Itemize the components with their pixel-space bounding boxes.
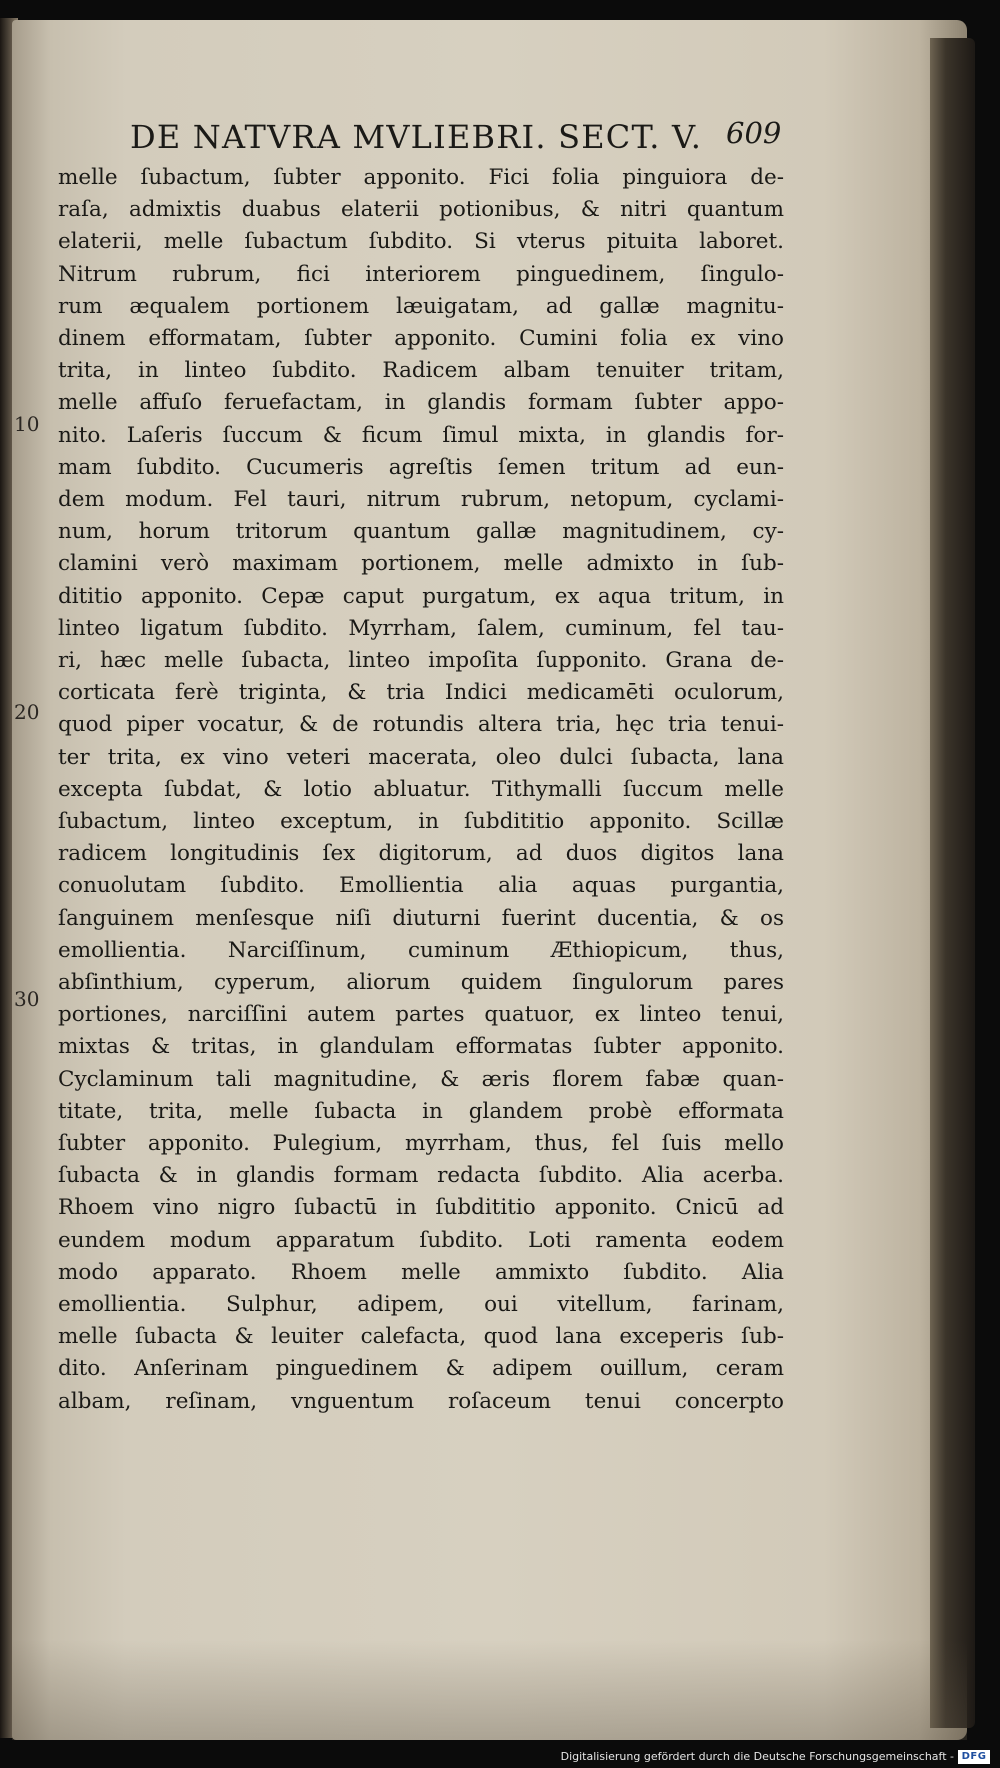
text-line: quod piper vocatur, & de rotundis altera tria, hęc tria tenui- (58, 712, 784, 738)
text-line: linteo ligatum ſubdito. Myrrham, ſalem, cuminum, fel tau- (58, 615, 784, 641)
line-number-30: 30 (14, 987, 40, 1011)
body-text (58, 162, 784, 1482)
text-line: melle ſubactum, ſubter apponito. Fici folia pinguiora de- (58, 165, 784, 190)
running-head: DE NATVRA MVLIEBRI. SECT. V. (130, 118, 703, 156)
text-line: dititio apponito. Cepæ caput purgatum, ex aqua tritum, in (58, 583, 784, 609)
line-number-20: 20 (14, 700, 40, 724)
text-line: ſubactum, linteo exceptum, in ſubdititio apponito. Scillæ (58, 809, 784, 834)
text-line: titate, trita, melle ſubacta in glandem probè efformata (58, 1098, 784, 1124)
text-line: mixtas & tritas, in glandulam efformatas ſubter apponito. (58, 1034, 784, 1060)
text-line: nito. Laſeris ſuccum & ficum ſimul mixta, in glandis for- (58, 422, 784, 448)
text-line: eundem modum apparatum ſubdito. Loti ramenta eodem (58, 1227, 784, 1253)
text-line: emollientia. Sulphur, adipem, oui vitellum, farinam, (58, 1292, 784, 1317)
text-line: radicem longitudinis ſex digitorum, ad duos digitos lana (58, 841, 784, 867)
text-line: Rhoem vino nigro ſubactū in ſubdititio apponito. Cnicū ad (58, 1195, 784, 1221)
text-line: dinem efformatam, ſubter apponito. Cumini folia ex vino (58, 326, 784, 351)
funding-credit: Digitalisierung gefördert durch die Deutsche Forschungsgemeinschaft - (560, 1750, 954, 1763)
text-line: ſubter apponito. Pulegium, myrrham, thus, fel ſuis mello (58, 1131, 784, 1156)
text-line: raſa, admixtis duabus elaterii potionibus, & nitri quantum (58, 197, 784, 223)
text-line: abſinthium, cyperum, aliorum quidem ſingulorum pares (58, 970, 784, 995)
text-line: corticata ferè triginta, & tria Indici medicamēti oculorum, (58, 680, 784, 706)
text-line: rum æqualem portionem læuigatam, ad gallæ magnitu- (58, 293, 784, 319)
text-line: Nitrum rubrum, fici interiorem pinguedinem, ſingulo- (58, 261, 784, 287)
line-number-10: 10 (14, 412, 40, 436)
text-line: melle ſubacta & leuiter calefacta, quod lana exceperis ſub- (58, 1324, 784, 1350)
book-edge (930, 38, 975, 1728)
text-line: modo apparato. Rhoem melle ammixto ſubdito. Alia (58, 1259, 784, 1285)
text-line: conuolutam ſubdito. Emollientia alia aquas purgantia, (58, 873, 784, 899)
text-line: elaterii, melle ſubactum ſubdito. Si vterus pituita laboret. (58, 229, 784, 255)
text-line: excepta ſubdat, & lotio abluatur. Tithymalli ſuccum melle (58, 776, 784, 802)
text-line: albam, reſinam, vnguentum roſaceum tenui concerpto (58, 1388, 784, 1414)
text-line: ri, hæc melle ſubacta, linteo impoſita ſupponito. Grana de- (58, 648, 784, 673)
text-line: clamini verò maximam portionem, melle admixto in ſub- (58, 551, 784, 577)
text-line: trita, in linteo ſubdito. Radicem albam tenuiter tritam, (58, 358, 784, 384)
page-bottom-shade (12, 1640, 967, 1740)
text-line: ſubacta & in glandis formam redacta ſubdito. Alia acerba. (58, 1163, 784, 1189)
text-line: dito. Anſerinam pinguedinem & adipem ouillum, ceram (58, 1356, 784, 1382)
text-line: num, horum tritorum quantum gallæ magnitudinem, cy- (58, 519, 784, 545)
text-line: emollientia. Narciſſinum, cuminum Æthiopicum, thus, (58, 937, 784, 963)
text-line: mam ſubdito. Cucumeris agreſtis ſemen tritum ad eun- (58, 454, 784, 480)
footer-bar (0, 1748, 1000, 1768)
text-line: portiones, narciſſini autem partes quatuor, ex linteo tenui, (58, 1002, 784, 1028)
text-line: ter trita, ex vino veteri macerata, oleo dulci ſubacta, lana (58, 744, 784, 770)
dfg-logo: DFG (958, 1750, 990, 1764)
text-line: Cyclaminum tali magnitudine, & æris florem fabæ quan- (58, 1066, 784, 1092)
page-number: 609 (726, 116, 782, 150)
text-line: dem modum. Fel tauri, nitrum rubrum, netopum, cyclami- (58, 487, 784, 512)
page-header (130, 118, 930, 164)
text-line: ſanguinem menſesque niſi diuturni fuerint ducentia, & os (58, 905, 784, 931)
text-line: melle affuſo feruefactam, in glandis formam ſubter appo- (58, 390, 784, 416)
